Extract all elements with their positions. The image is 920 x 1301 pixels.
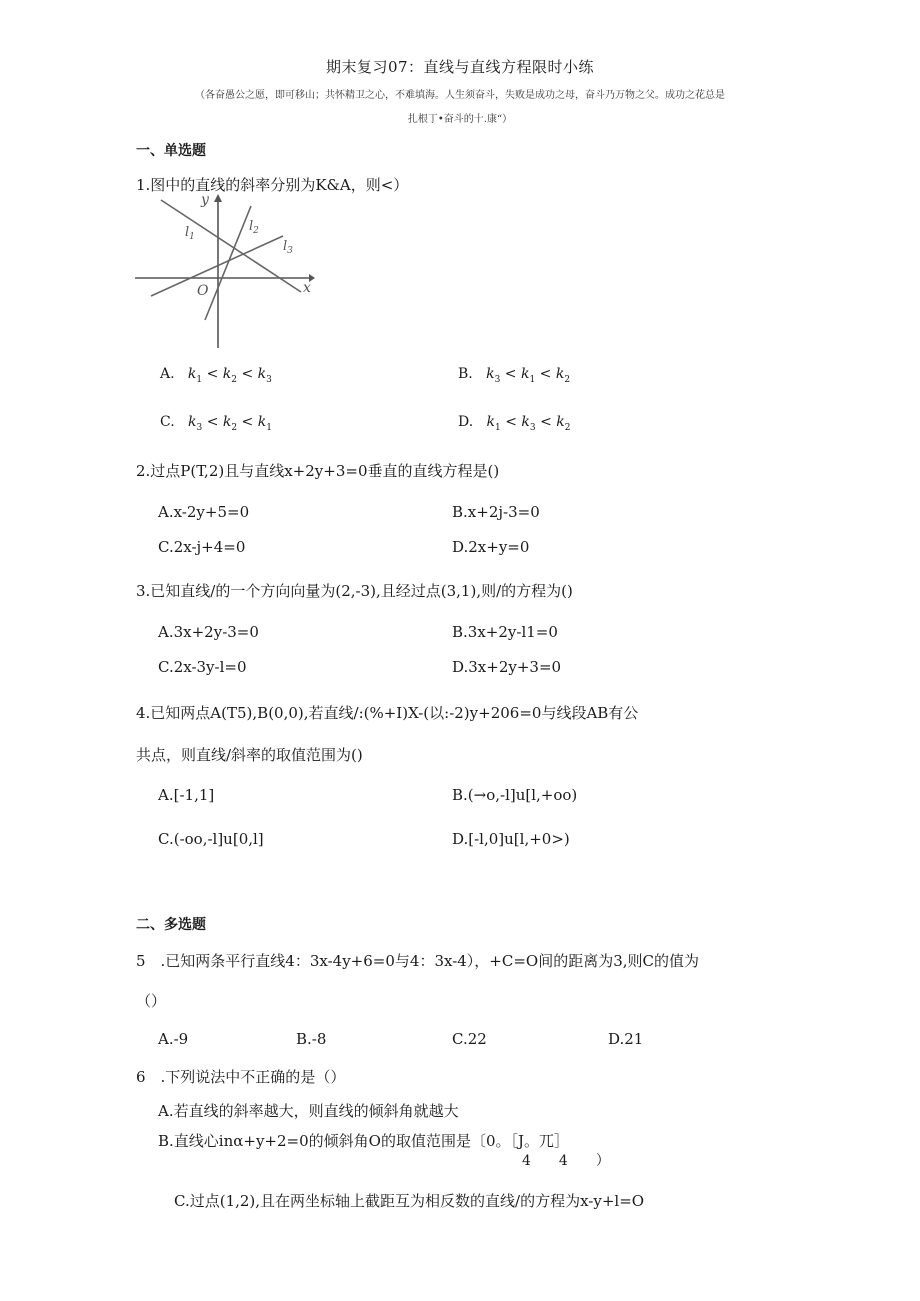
page-title: 期末复习07：直线与直线方程限时小练 bbox=[325, 58, 595, 76]
q4-option-c[interactable]: C.(-oo,-l]u[0,l] bbox=[158, 830, 264, 848]
q6-option-c[interactable]: C.过点(1,2),且在两坐标轴上截距互为相反数的直线/的方程为x-y+l=O bbox=[174, 1192, 645, 1210]
section-multi-choice: 二、多选题 bbox=[136, 917, 206, 933]
q2-option-a[interactable]: A.x-2y+5=0 bbox=[158, 503, 250, 521]
q2-option-c[interactable]: C.2x-j+4=0 bbox=[158, 538, 246, 556]
y-axis-label: y bbox=[201, 192, 209, 208]
q1-line-graph bbox=[133, 192, 315, 350]
q1-option-a[interactable]: A. $k_1 < k_2 < k_3$ bbox=[160, 366, 272, 385]
q4-stem-line-2: 共点，则直线/斜率的取值范围为() bbox=[136, 746, 363, 764]
q6-option-a[interactable]: A.若直线的斜率越大，则直线的倾斜角就越大 bbox=[158, 1102, 459, 1120]
q3-option-d[interactable]: D.3x+2y+3=0 bbox=[452, 658, 562, 676]
y-axis-arrow bbox=[214, 194, 222, 202]
q3-option-a[interactable]: A.3x+2y-3=0 bbox=[158, 623, 259, 641]
q6-option-b-denominators: 4 4 ） bbox=[522, 1153, 610, 1169]
q6-option-b[interactable]: B.直线心inα+y+2=0的倾斜角O的取值范围是〔0。［J。兀］ bbox=[158, 1132, 570, 1150]
q3-option-b[interactable]: B.3x+2y-l1=0 bbox=[452, 623, 558, 641]
q1-option-c[interactable]: C. $k_3 < k_2 < k_1$ bbox=[160, 414, 272, 433]
q5-stem: 5 .已知两条平行直线4：3x-4y+6=0与4：3x-4），+C=O间的距离为3,则C的值为 bbox=[136, 952, 700, 970]
x-axis-label: x bbox=[303, 280, 311, 296]
q3-option-c[interactable]: C.2x-3y-l=0 bbox=[158, 658, 247, 676]
q2-stem: 2.过点P(T,2)且与直线x+2y+3=0垂直的直线方程是() bbox=[136, 462, 500, 480]
q1-option-b[interactable]: B. $k_3 < k_1 < k_2$ bbox=[458, 366, 571, 385]
line-l3 bbox=[151, 236, 283, 296]
origin-label: O bbox=[197, 283, 209, 299]
q5-option-a[interactable]: A.-9 bbox=[158, 1030, 189, 1048]
section-single-choice: 一、单选题 bbox=[136, 143, 206, 159]
q4-option-b[interactable]: B.(→o,-l]u[l,+oo) bbox=[452, 786, 578, 804]
q5-option-b[interactable]: B.-8 bbox=[296, 1030, 327, 1048]
q4-option-a[interactable]: A.[-1,1] bbox=[158, 786, 215, 804]
q3-stem: 3.已知直线/的一个方向向量为(2,-3),且经过点(3,1),则/的方程为() bbox=[136, 582, 573, 600]
l2-label: $l_2$ bbox=[249, 219, 259, 236]
q4-option-d[interactable]: D.[-l,0]u[l,+0>) bbox=[452, 830, 570, 848]
line-l2 bbox=[205, 206, 251, 320]
q1-stem: 1.图中的直线的斜率分别为K&A，则<） bbox=[136, 176, 409, 194]
motto-line-1: （各奋愚公之愿，即可移山；共怀精卫之心，不难填海。人生须奋斗，失败是成功之母，奋斗乃万物之父。成功之花总是 bbox=[195, 90, 725, 101]
q5-option-c[interactable]: C.22 bbox=[452, 1030, 487, 1048]
q6-stem: 6 .下列说法中不正确的是（） bbox=[136, 1068, 346, 1086]
l3-label: $l_3$ bbox=[283, 239, 293, 256]
q2-option-d[interactable]: D.2x+y=0 bbox=[452, 538, 530, 556]
q4-stem-line-1: 4.已知两点A(T5),B(0,0),若直线/:(%+I)X-(以:-2)y+206=0与线段AB有公 bbox=[136, 704, 639, 722]
q5-answer-paren: （） bbox=[136, 992, 167, 1010]
l1-label: $l_1$ bbox=[185, 225, 195, 242]
q1-option-d[interactable]: D. $k_1 < k_3 < k_2$ bbox=[458, 414, 571, 433]
motto-line-2: 扎根丁•奋斗的十.康“） bbox=[407, 114, 513, 125]
q5-option-d[interactable]: D.21 bbox=[608, 1030, 644, 1048]
q2-option-b[interactable]: B.x+2j-3=0 bbox=[452, 503, 540, 521]
